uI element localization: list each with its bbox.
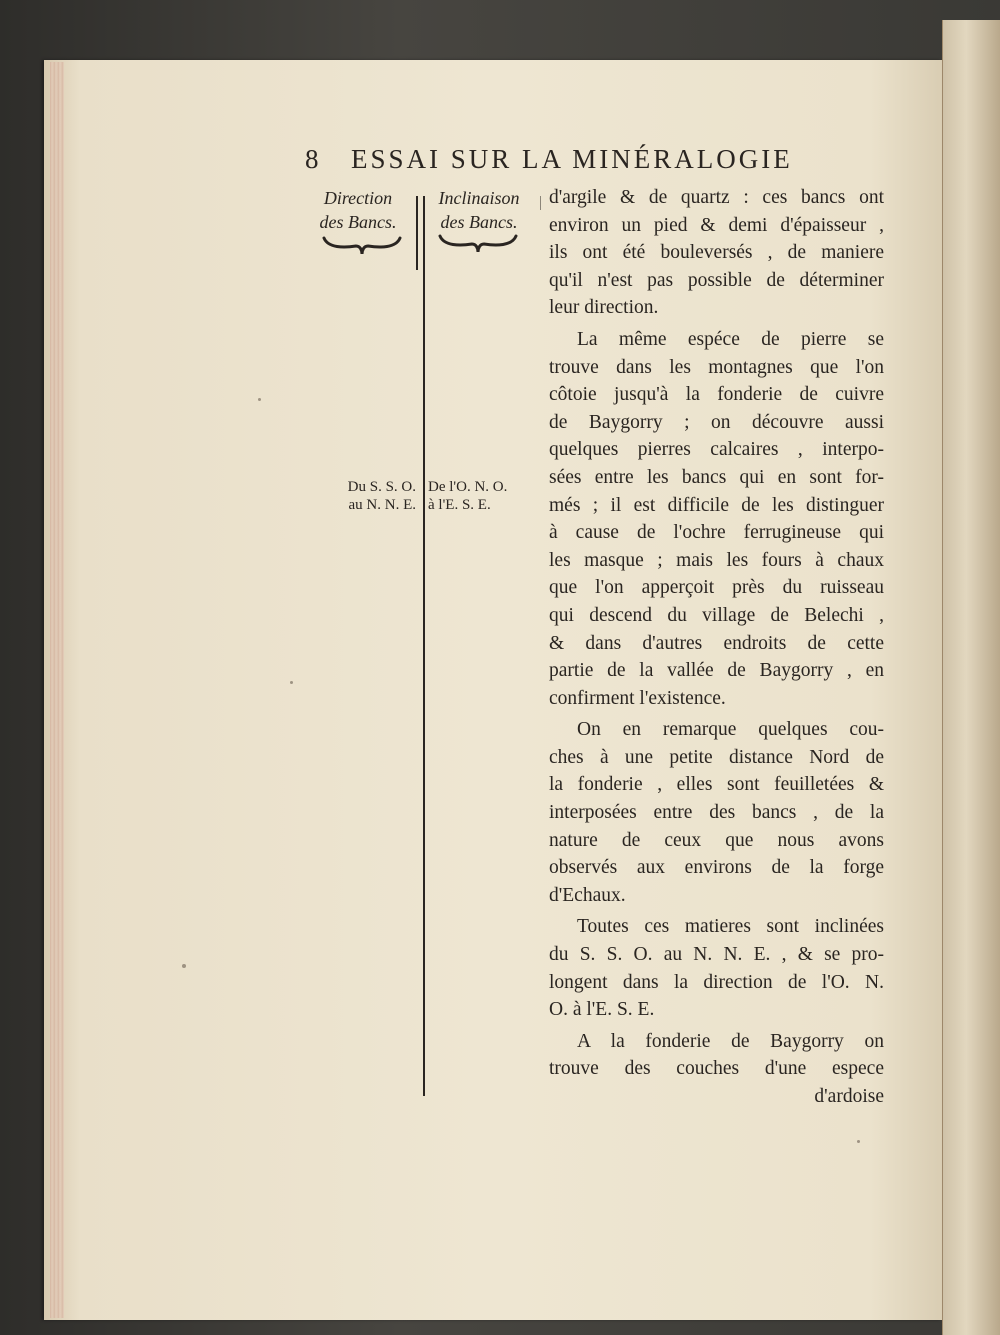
text-line: ils ont été bouleversés , de maniere [549,242,884,264]
text-line: més ; il est difficile de les distinguer [549,494,884,516]
text-line: confirment l'existence. [549,687,726,709]
text-line: interposées entre des bancs , de la [549,802,884,824]
text-line: la fonderie , elles sont feuilletées & [549,774,884,796]
inclination-column-heading [430,186,528,234]
text-line: On en remarque quelques cou- [577,719,884,741]
text-line: longent dans la direction de l'O. N. [549,971,884,993]
text-line: que l'on apperçoit près du ruisseau [549,577,884,599]
text-line: de Baygorry ; on découvre aussi [549,411,884,433]
inclination-entry-line2: à l'E. S. E. [428,497,491,513]
paper-speck [258,398,261,401]
text-line: & dans d'autres endroits de cette [549,632,884,654]
inclination-heading-line2: des Bancs. [440,212,518,232]
text-line: ches à une petite distance Nord de [549,746,884,768]
text-line: qui descend du village de Belechi , [549,604,884,626]
text-line: sées entre les bancs qui en sont for- [549,466,884,488]
text-line: partie de la vallée de Baygorry , en [549,660,884,682]
text-line: les masque ; mais les fours à chaux [549,549,884,571]
paper-speck [182,964,186,968]
column-divider-short [416,196,418,270]
page-number: 8 [305,144,322,174]
direction-column-heading [310,186,406,234]
inclination-heading-line1: Inclinaison [438,188,520,208]
text-line: observés aux environs de la forge [549,857,884,879]
direction-heading-line2: des Bancs. [319,212,397,232]
text-line: côtoie jusqu'à la fonderie de cuivre [549,384,884,406]
page-header [305,144,815,178]
text-column-divider [540,196,541,210]
text-line: leur direction. [549,297,659,319]
inclination-entry-line1: De l'O. N. O. [428,479,508,495]
page-edge-stain [50,62,64,1318]
text-line: O. à l'E. S. E. [549,999,655,1021]
text-line: trouve des couches d'une espece [549,1058,884,1080]
text-line: A la fonderie de Baygorry on [577,1030,884,1052]
text-line: La même espéce de pierre se [577,328,884,350]
column-divider-long [423,196,425,1096]
body-text [549,184,884,1111]
direction-entry [312,478,416,514]
text-line: d'argile & de quartz : ces bancs ont [549,187,884,208]
direction-heading-line1: Direction [323,188,393,208]
inclination-entry [428,478,538,514]
text-line: nature de ceux que nous avons [549,829,884,851]
text-line: d'Echaux. [549,884,626,906]
text-line: du S. S. O. au N. N. E. , & se pro- [549,944,884,966]
paper-speck [290,681,293,684]
direction-brace-ornament [322,234,402,256]
text-line: à cause de l'ochre ferrugineuse qui [549,522,884,544]
direction-entry-line1: Du S. S. O. [347,479,416,495]
inclination-brace-ornament [438,232,518,254]
next-page-edge [942,20,1000,1335]
text-line: qu'il n'est pas possible de déterminer [549,269,884,291]
running-title: ESSAI SUR LA MINÉRALOGIE [351,144,793,174]
paper-speck [857,1140,860,1143]
text-line: trouve dans les montagnes que l'on [549,356,884,378]
catchword: d'ardoise [814,1086,884,1107]
direction-entry-line2: au N. N. E. [348,497,416,513]
text-line: Toutes ces matieres sont inclinées [577,916,884,938]
text-line: environ un pied & demi d'épaisseur , [549,214,884,236]
text-line: quelques pierres calcaires , interpo- [549,439,884,461]
